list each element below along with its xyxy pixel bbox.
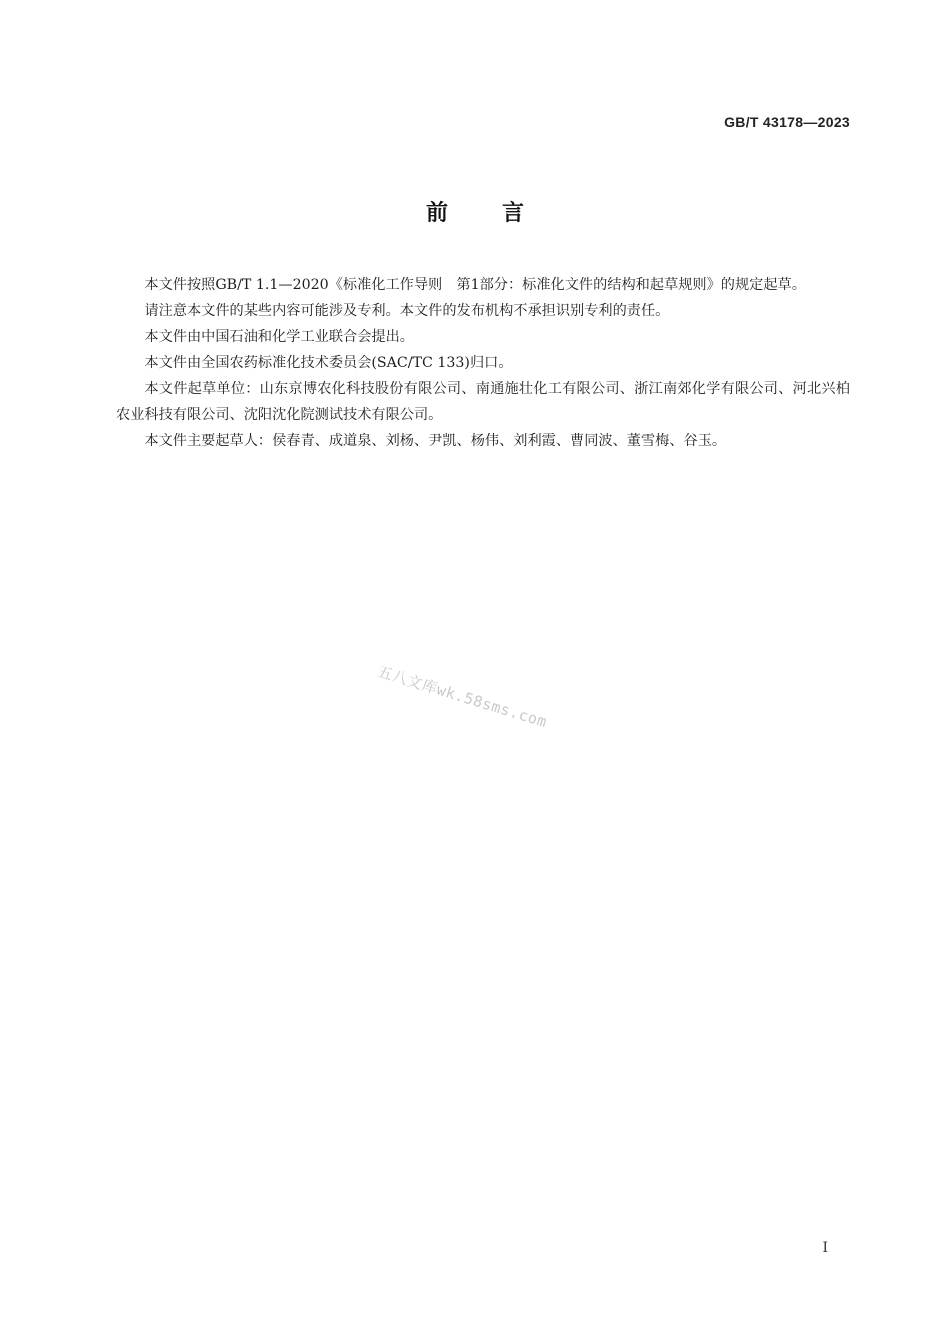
page-title: 前言 — [425, 201, 578, 226]
watermark-text: 五八文库wk.58sms.com — [375, 662, 550, 732]
paragraph-main-drafters: 本文件主要起草人：侯春青、成道泉、刘杨、尹凯、杨伟、刘利霞、曹同波、董雪梅、谷玉。 — [144, 433, 727, 449]
page-number: I — [822, 1240, 828, 1256]
paragraph-patent-notice: 请注意本文件的某些内容可能涉及专利。本文件的发布机构不承担识别专利的责任。 — [144, 303, 670, 319]
paragraph-drafting-units: 本文件起草单位：山东京博农化科技股份有限公司、南通施壮化工有限公司、浙江南郊化学有限公司、河北兴柏农业科技有限公司、沈阳沈化院测试技术有限公司。 — [116, 381, 850, 423]
paragraph-technical-committee: 本文件由全国农药标准化技术委员会(SAC/TC 133)归口。 — [144, 355, 513, 371]
foreword-body — [116, 272, 850, 454]
standard-number: GB/T 43178—2023 — [724, 114, 850, 130]
paragraph-proposer: 本文件由中国石油和化学工业联合会提出。 — [144, 329, 414, 345]
paragraph-drafting-rules: 本文件按照GB/T 1.1—2020《标准化工作导则 第1部分：标准化文件的结构和起草规则》的规定起草。 — [144, 277, 806, 293]
